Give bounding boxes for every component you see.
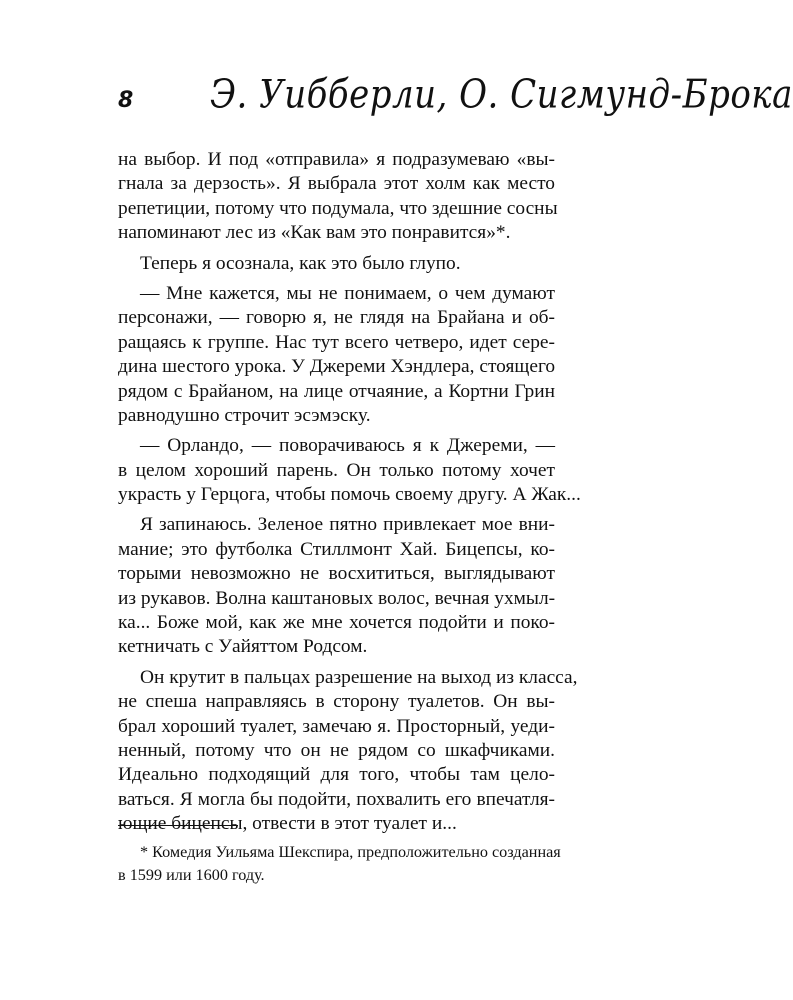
text-line: украсть у Герцога, чтобы помочь своему другу. А Жак... [118,484,581,506]
text-line: не спеша направляясь в сторону туалетов. Он вы- [118,691,555,713]
text-line: из рукавов. Волна каштановых волос, вечная ухмыл- [118,587,556,609]
body-text [118,148,581,837]
text-line: Я запинаюсь. Зеленое пятно привлекает мое вни- [140,514,555,536]
footnote-divider [118,825,238,826]
text-line: Теперь я осознала, как это было глупо. [140,252,461,274]
text-line: — Орландо, — поворачиваюсь я к Джереми, — [140,435,555,457]
text-line: — Мне кажется, мы не понимаем, о чем думают [140,282,555,304]
footnote-line: * Комедия Уильяма Шекспира, предположительно созданная [140,843,561,861]
text-line: мание; это футболка Стиллмонт Хай. Бицепсы, ко- [118,538,555,560]
text-line: торыми невозможно не восхититься, выглядывают [118,563,555,585]
text-line: персонажи, — говорю я, не глядя на Брайана и об- [118,307,555,329]
text-line: ваться. Я могла бы подойти, похвалить его впечатля- [118,788,555,810]
text-line: равнодушно строчит эсэмэску. [118,404,371,426]
footnote [118,841,561,887]
text-line: ющие бицепсы, отвести в этот туалет и... [118,813,457,835]
text-line: брал хороший туалет, замечаю я. Просторный, уеди- [118,715,555,737]
text-line: напоминают лес из «Как вам это понравится»*. [118,222,511,244]
text-line: ращаясь к группе. Нас тут всего четверо, идет сере- [118,331,555,353]
text-line: дина шестого урока. У Джереми Хэндлера, стоящего [118,356,556,378]
page-number: 8 [118,88,134,113]
text-line: кетничать с Уайяттом Родсом. [118,636,368,658]
text-line: на выбор. И под «отправила» я подразумеваю «вы- [118,149,555,170]
text-line: Он крутит в пальцах разрешение на выход из класса, [140,666,578,688]
text-line: ненный, потому что он не рядом со шкафчиками. [118,739,555,761]
text-line: в целом хороший парень. Он только потому хочет [118,459,555,481]
running-head-authors: Э. Уибберли, О. Сигмунд-Брока [210,72,793,118]
footnote-line: в 1599 или 1600 году. [118,866,265,884]
text-line: рядом с Брайаном, на лице отчаяние, а Кортни Грин [118,380,555,402]
text-line: ка... Боже мой, как же мне хочется подойти и поко- [118,612,555,634]
text-line: гнала за дерзость». Я выбрала этот холм как место [118,173,555,195]
text-line: репетиции, потому что подумала, что здешние сосны [118,197,558,219]
text-line: Идеально подходящий для того, чтобы там цело- [118,764,555,786]
